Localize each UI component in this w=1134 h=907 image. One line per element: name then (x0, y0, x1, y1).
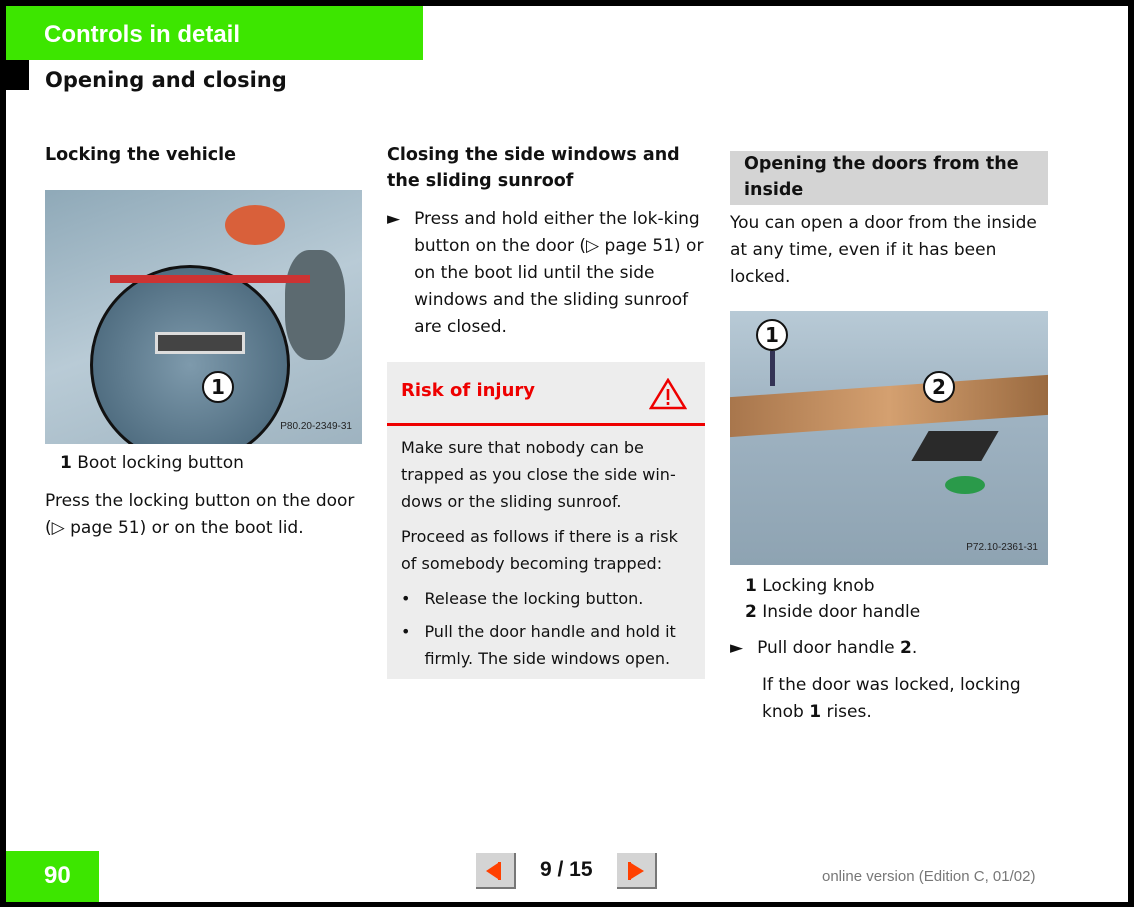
figure-code: P72.10-2361-31 (966, 542, 1038, 553)
warning-triangle-icon (649, 378, 687, 410)
callout-2: 2 (923, 371, 955, 403)
column-closing (387, 142, 705, 341)
legend-item: 2 Inside door handle (745, 602, 921, 622)
locking-paragraph: Press the locking button on the door (▷ page 51) or on the boot lid. (45, 491, 355, 538)
door-interior-image (730, 311, 1048, 565)
legend (730, 573, 1048, 625)
arrow-left-icon (476, 853, 516, 889)
step: ► Press and hold either the lok-king button on the door (▷ page 51) or on the boot lid until the side windows and the sliding sunroof are closed. (387, 209, 704, 337)
page-number: 90 (6, 851, 99, 902)
next-page-button[interactable] (617, 853, 657, 889)
legend-item: 1 Boot locking button (60, 453, 244, 473)
section-header: Controls in detail (6, 6, 423, 60)
callout-1: 1 (756, 319, 788, 351)
warning-bullet: • Pull the door handle and hold it firmly. The side windows open. (401, 622, 676, 668)
closing-title: Closing the side windows and the sliding sunroof (387, 145, 680, 191)
warning-box (387, 362, 705, 679)
opening-title: Opening the doors from the inside (730, 151, 1048, 205)
manual-page (6, 6, 1128, 902)
callout-1: 1 (202, 371, 234, 403)
warning-text-2: Proceed as follows if there is a risk of somebody becoming trapped: (401, 527, 678, 573)
subsection-title: Opening and closing (45, 68, 287, 92)
edition-note: online version (Edition C, 01/02) (822, 868, 1036, 885)
step: ► Pull door handle 2. (730, 638, 918, 658)
step-note: If the door was locked, locking knob 1 rises. (762, 675, 1021, 722)
warning-text-1: Make sure that nobody can be trapped as you close the side win-dows or the sliding sunroof. (401, 438, 676, 511)
previous-page-button[interactable] (476, 853, 516, 889)
figure-code: P80.20-2349-31 (280, 421, 352, 432)
warning-title: Risk of injury (387, 362, 705, 426)
opening-paragraph: You can open a door from the inside at any time, even if it has been locked. (730, 213, 1037, 287)
warning-bullet: • Release the locking button. (401, 589, 644, 608)
arrow-right-icon (617, 853, 657, 889)
locking-title: Locking the vehicle (45, 145, 237, 165)
section-marker (6, 60, 29, 90)
page-indicator: 9 / 15 (540, 858, 593, 881)
column-locking (45, 142, 365, 542)
legend-item: 1 Locking knob (745, 576, 875, 596)
boot-lock-image (45, 190, 362, 444)
column-opening (730, 151, 1048, 726)
